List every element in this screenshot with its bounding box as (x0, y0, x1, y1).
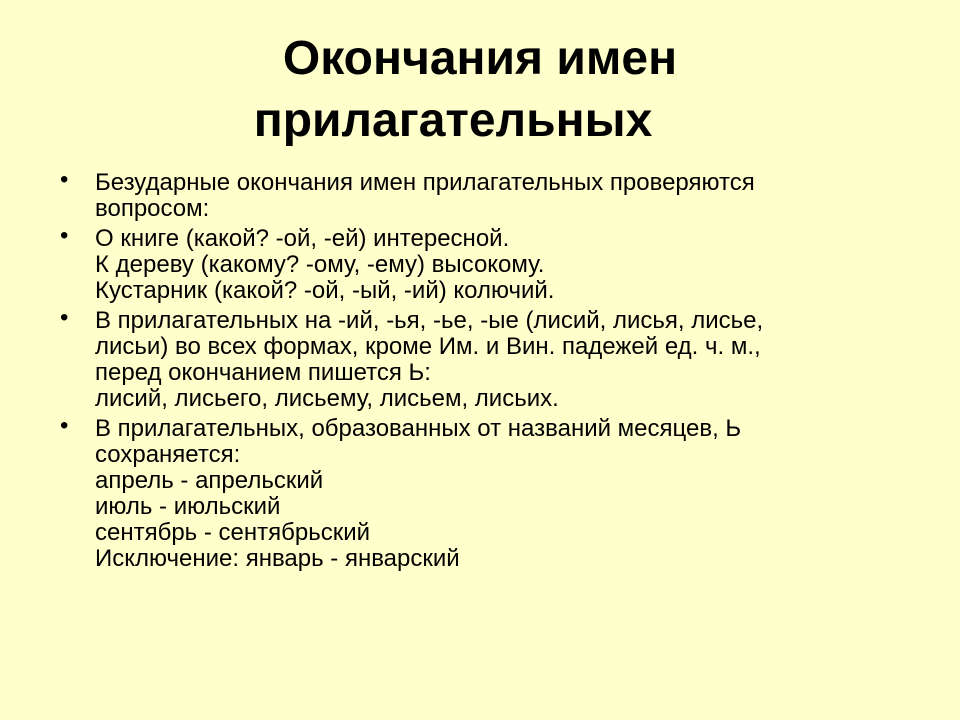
bullet-list (60, 166, 880, 576)
bullet-text-line: апрель - апрельский (95, 467, 324, 494)
bullet-text-line: Безударные окончания имен прилагательных проверяются (95, 169, 755, 196)
bullet-dot-icon: • (60, 412, 69, 439)
bullet-text-line: К дереву (какому? -ому, -ему) высокому. (95, 251, 545, 278)
bullet-item-1 (60, 166, 880, 222)
bullet-item-2 (60, 222, 880, 304)
bullet-text-line: сентябрь - сентябрьский (95, 519, 371, 546)
bullet-item-3 (60, 304, 880, 412)
bullet-item-4 (60, 412, 880, 572)
slide-title-line-2: прилагательных (253, 94, 653, 147)
bullet-text-line: Исключение: январь - январский (95, 545, 460, 572)
bullet-text-line: В прилагательных, образованных от названий месяцев, Ь (95, 415, 742, 442)
bullet-dot-icon: • (60, 304, 69, 331)
bullet-text-line: В прилагательных на -ий, -ья, -ье, -ые (лисий, лисья, лисье, (95, 307, 764, 334)
bullet-dot-icon: • (60, 166, 69, 193)
bullet-text-line: перед окончанием пишется Ь: (95, 359, 431, 386)
slide-title-line-1: Окончания имен (282, 32, 678, 85)
bullet-text-line: сохраняется: (95, 441, 241, 468)
bullet-text-line: О книге (какой? -ой, -ей) интересной. (95, 225, 510, 252)
bullet-dot-icon: • (60, 222, 69, 249)
bullet-text-line: вопросом: (95, 195, 210, 222)
bullet-text-line: лисьи) во всех формах, кроме Им. и Вин. падежей ед. ч. м., (95, 333, 761, 360)
bullet-text-line: Кустарник (какой? -ой, -ый, -ий) колючий. (95, 277, 555, 304)
slide-title (0, 28, 960, 152)
bullet-text-line: июль - июльский (95, 493, 281, 520)
bullet-text-line: лисий, лисьего, лисьему, лисьем, лисьих. (95, 385, 559, 412)
